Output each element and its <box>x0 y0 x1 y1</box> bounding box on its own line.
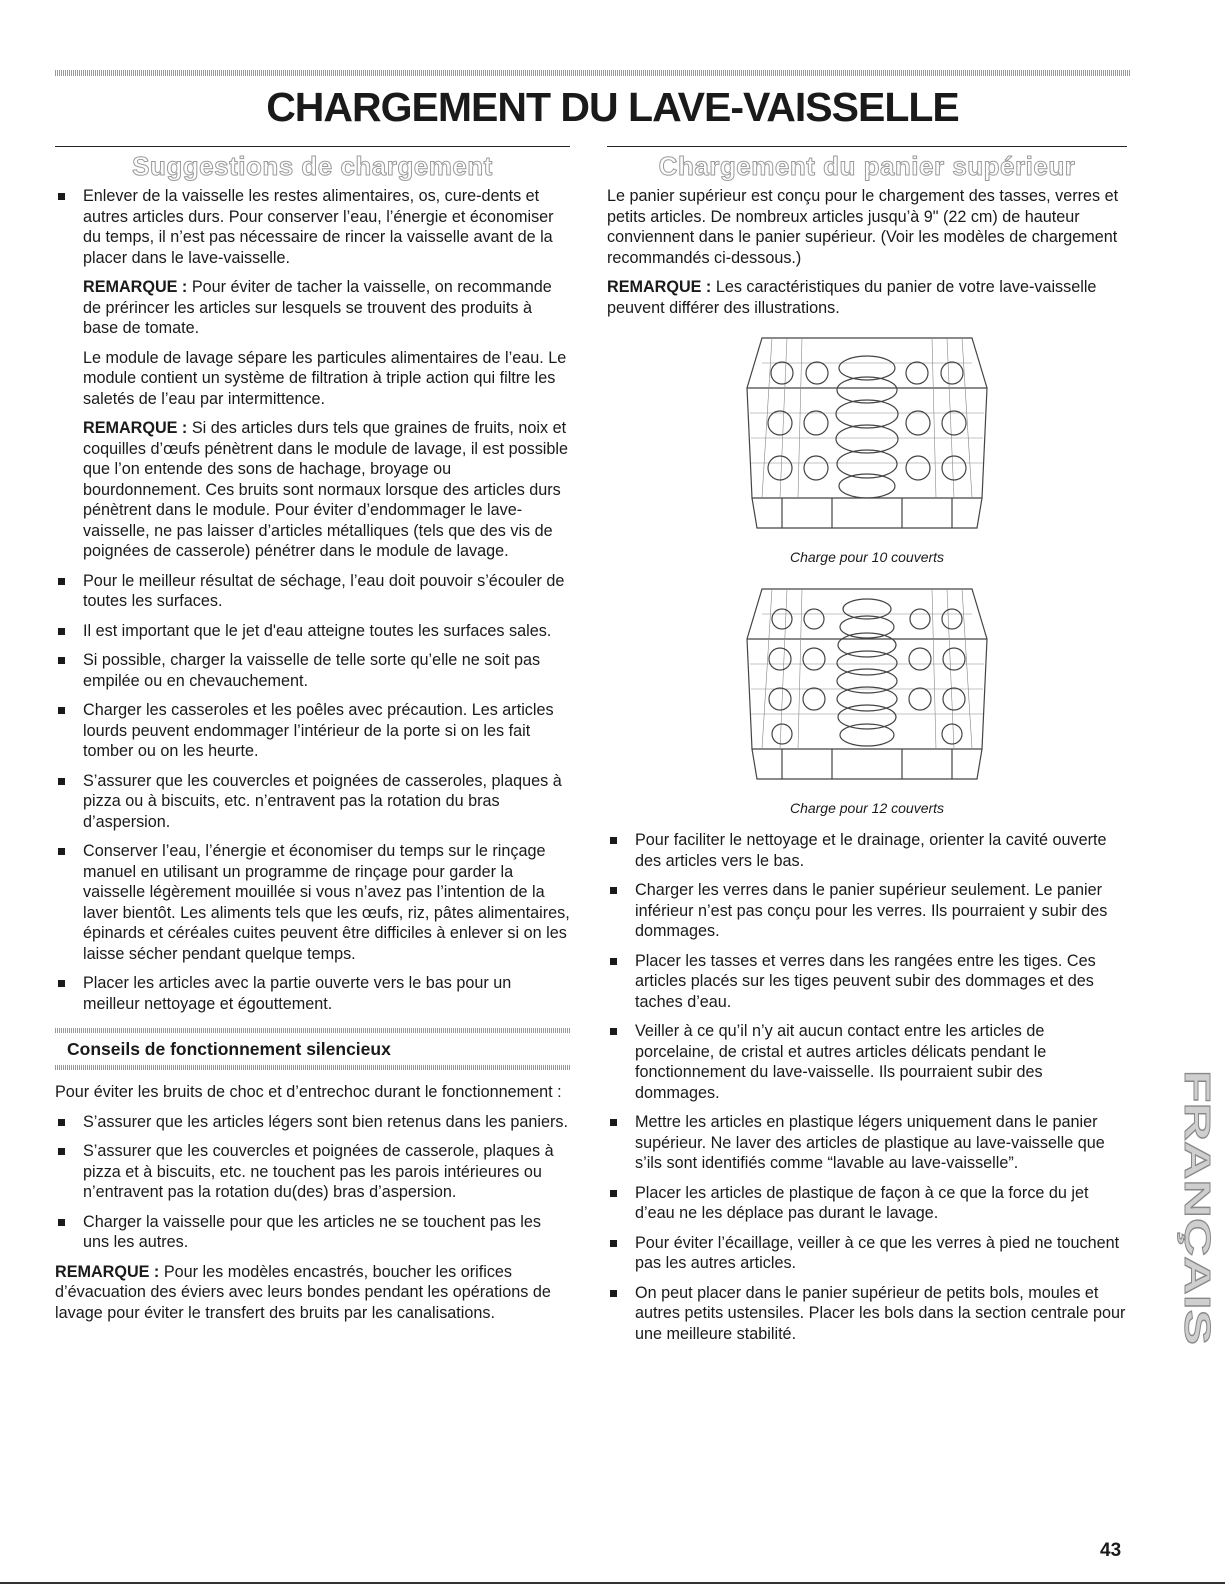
list-item: Placer les articles avec la partie ouverte vers le bas pour un meilleur nettoyage et égouttement. <box>55 973 570 1014</box>
page-title: CHARGEMENT DU LAVE-VAISSELLE <box>266 84 959 130</box>
wash-module-paragraph: Le module de lavage sépare les particules alimentaires de l’eau. Le module contient un système de filtration à triple action qui filtre les saletés de l’eau par intermittence. <box>83 348 567 408</box>
language-side-tab-text: FRANÇAIS <box>1177 1070 1218 1256</box>
right-column-rule <box>607 146 1127 147</box>
caption-10-place: Charge pour 10 couverts <box>789 549 945 565</box>
note-text: Si des articles durs tels que graines de fruits, noix et coquilles d’œufs pénètrent dans le module de lavage, il est possible que l’on entende des sons de hachage, broyage ou bourdonnement. Ces bruits sont normaux lorsque des articles durs pénètrent dans le module. Pour éviter d’endommager le lave-vaisselle, ne pas laisser d’articles métalliques (tels que des vis de poignées de casserole) pénétrer dans le module de lavage. <box>83 419 569 560</box>
note-label: REMARQUE : <box>607 278 712 296</box>
loading-tips-list <box>55 186 570 268</box>
right-column <box>607 146 1127 1353</box>
note-text: Pour les modèles encastrés, boucher les orifices d’évacuation des éviers avec leurs bondes pendant les opérations de lavage pour éviter le transfert des bruits par les canalisations. <box>55 1262 551 1322</box>
list-item: Charger les casseroles et les poêles avec précaution. Les articles lourds peuvent endommager l’intérieur de la porte si on les fait tomber ou on les heurte. <box>55 700 570 762</box>
note-label: REMARQUE : <box>83 278 188 296</box>
upper-rack-tips-list <box>607 830 1127 1344</box>
list-item: S’assurer que les couvercles et poignées de casseroles, plaques à pizza ou à biscuits, etc. n’entravent pas la rotation du bras d’aspersion. <box>55 771 570 833</box>
list-item: S’assurer que les articles légers sont bien retenus dans les paniers. <box>55 1112 570 1133</box>
bottom-rule <box>0 1582 1225 1584</box>
upper-rack-12-place-image <box>742 579 992 794</box>
rack-illustration-12 <box>607 579 1127 794</box>
list-item: Pour faciliter le nettoyage et le drainage, orienter la cavité ouverte des articles vers le bas. <box>607 830 1127 871</box>
note-hard-items <box>55 418 570 562</box>
list-item: Placer les articles de plastique de façon à ce que la force du jet d’eau ne les déplace pas durant le lavage. <box>607 1183 1127 1224</box>
note-label: REMARQUE : <box>83 419 188 437</box>
page-number: 43 <box>1100 1540 1122 1561</box>
list-item: S’assurer que les couvercles et poignées de casserole, plaques à pizza et à biscuits, etc. ne touchent pas les parois intérieures ou n’entravent pas la rotation du(des) bras d’aspersion. <box>55 1141 570 1203</box>
quiet-tips-list <box>55 1112 570 1253</box>
note-rack-features <box>607 277 1127 318</box>
rack-illustration-10 <box>607 328 1127 543</box>
quiet-operation-heading-box <box>55 1028 570 1070</box>
list-item: On peut placer dans le panier supérieur de petits bols, moules et autres petits ustensiles. Placer les bols dans la section centrale pour une meilleure stabilité. <box>607 1283 1127 1345</box>
list-item: Veiller à ce qu’il n’y ait aucun contact entre les articles de porcelaine, de cristal et autres articles délicats pendant le fonctionnement du lave-vaisselle. Ils pourraient subir des dommages. <box>607 1021 1127 1103</box>
quiet-operation-heading: Conseils de fonctionnement silencieux <box>67 1039 391 1059</box>
loading-tips-list-continued <box>55 571 570 1015</box>
note-tomato <box>55 277 570 339</box>
list-item: Enlever de la vaisselle les restes alimentaires, os, cure-dents et autres articles durs. Pour conserver l’eau, l’énergie et économiser du temps, il n’est pas nécessaire de rincer la vaisselle avant de la placer dans le lave-vaisselle. <box>55 186 570 268</box>
quiet-intro: Pour éviter les bruits de choc et d’entrechoc durant le fonctionnement : <box>55 1083 562 1101</box>
note-label: REMARQUE : <box>55 1262 160 1281</box>
left-column <box>55 146 570 1332</box>
list-item: Pour éviter l’écaillage, veiller à ce que les verres à pied ne touchent pas les autres articles. <box>607 1233 1127 1274</box>
note-text: Pour éviter de tacher la vaisselle, on recommande de prérincer les articles sur lesquels se trouvent des produits à base de tomate. <box>83 278 552 337</box>
left-column-rule <box>55 146 570 147</box>
list-item: Si possible, charger la vaisselle de telle sorte qu’elle ne soit pas empilée ou en chevauchement. <box>55 650 570 691</box>
list-item: Pour le meilleur résultat de séchage, l’eau doit pouvoir s’écouler de toutes les surfaces. <box>55 571 570 612</box>
upper-rack-intro: Le panier supérieur est conçu pour le chargement des tasses, verres et petits articles. De nombreux articles jusqu’à 9" (22 cm) de hauteur conviennent dans le panier supérieur. (Voir les modèles de chargement recommandés ci-dessous.) <box>607 187 1119 267</box>
list-item: Il est important que le jet d'eau atteigne toutes les surfaces sales. <box>55 621 570 642</box>
upper-rack-10-place-image <box>742 328 992 543</box>
language-side-tab <box>1155 1070 1218 1350</box>
list-item: Charger la vaisselle pour que les articles ne se touchent pas les uns les autres. <box>55 1212 570 1253</box>
list-item: Placer les tasses et verres dans les rangées entre les tiges. Ces articles placés sur les tiges peuvent subir des dommages et des taches d’eau. <box>607 951 1127 1013</box>
list-item: Mettre les articles en plastique légers uniquement dans le panier supérieur. Ne laver des articles de plastique au lave-vaisselle que s’ils sont identifiés comme “lavable au lave-vaisselle”. <box>607 1112 1127 1174</box>
note-built-in <box>55 1262 570 1324</box>
note-text: Les caractéristiques du panier de votre lave-vaisselle peuvent différer des illustrations. <box>607 278 1097 317</box>
dotted-rule <box>55 1065 570 1070</box>
section-heading-upper-rack: Chargement du panier supérieur <box>658 151 1076 181</box>
section-heading-suggestions: Suggestions de chargement <box>132 151 493 181</box>
list-item: Charger les verres dans le panier supérieur seulement. Le panier inférieur n’est pas conçu pour les verres. Ils pourraient y subir des dommages. <box>607 880 1127 942</box>
list-item: Conserver l’eau, l’énergie et économiser du temps sur le rinçage manuel en utilisant un programme de rinçage pour garder la vaisselle légèrement mouillée si vous n’avez pas l’intention de la laver bientôt. Les aliments tels que les œufs, riz, pâtes alimentaires, épinards et céréales cuites peuvent être difficiles à enlever si on les laisse sécher pendant quelque temps. <box>55 841 570 964</box>
top-dotted-rule <box>55 70 1130 76</box>
caption-12-place: Charge pour 12 couverts <box>789 800 945 816</box>
